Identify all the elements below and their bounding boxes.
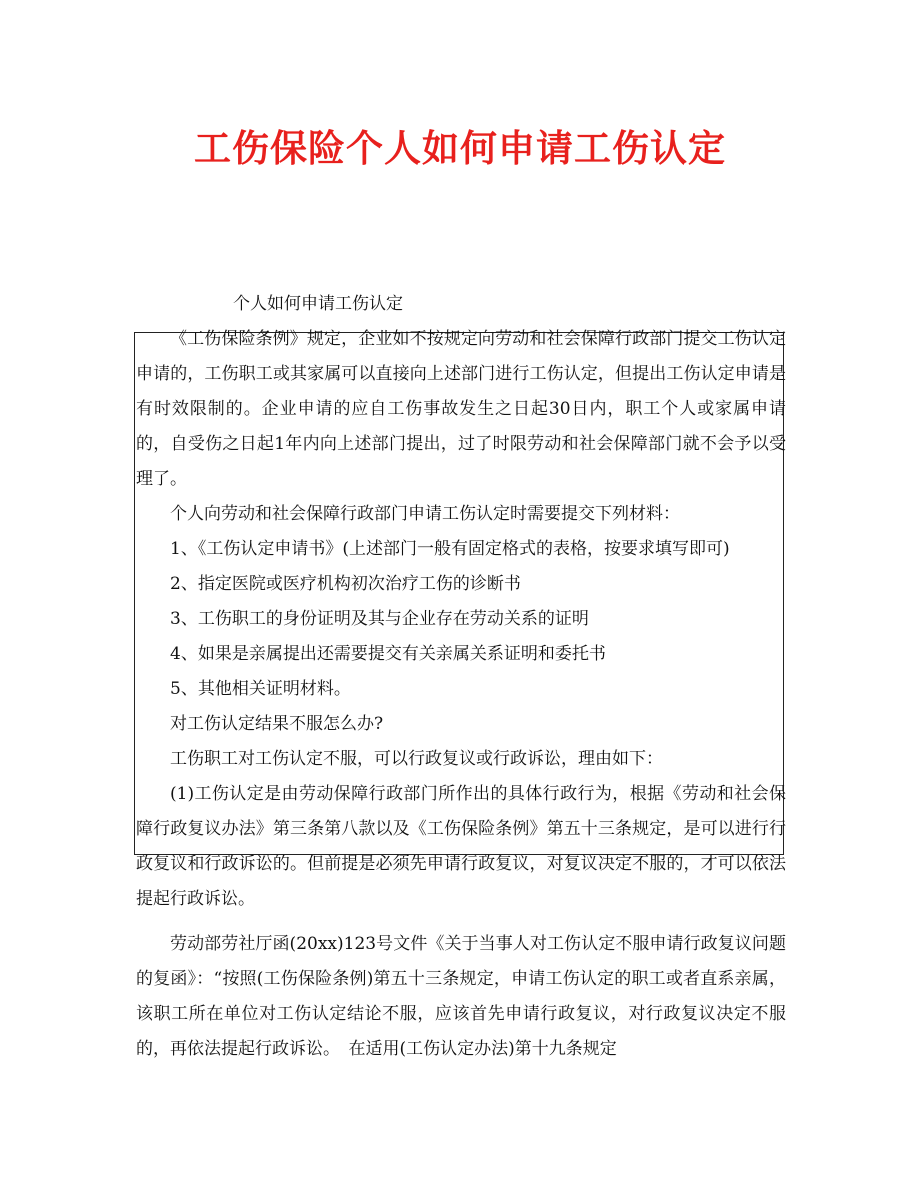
paragraph-ministry-letter: 劳动部劳社厅函(20xx)123号文件《关于当事人对工伤认定不服申请行政复议问题的复函》：“按照(工伤保险条例)第五十三条规定，申请工伤认定的职工或者直系亲属，该职工所在单位对工伤认定结论不服，应该首先申请行政复议，对行政复议决定不服的，再依法提起行政诉讼。 在适用(工伤认定办法)第十九条规定 [136,934,786,1059]
paragraph-appeal-options: 工伤职工对工伤认定不服，可以行政复议或行政诉讼，理由如下： [170,749,663,769]
paragraph-materials-intro: 个人向劳动和社会保障行政部门申请工伤认定时需要提交下列材料： [170,504,680,524]
list-item-other-proof: 5、其他相关证明材料。 [170,679,351,699]
list-item-relative-proof: 4、如果是亲属提出还需要提交有关亲属关系证明和委托书 [170,644,606,664]
document-body [136,322,786,1067]
question-heading: 对工伤认定结果不服怎么办? [170,714,384,734]
document-subtitle: 个人如何申请工伤认定 [233,294,403,314]
document-title: 工伤保险个人如何申请工伤认定 [194,127,726,170]
paragraph-time-limit: 《工伤保险条例》规定，企业如不按规定向劳动和社会保障行政部门提交工伤认定申请的，工伤职工或其家属可以直接向上述部门进行工伤认定，但提出工伤认定申请是有时效限制的。企业申请的应自工伤事故发生之日起30日内，职工个人或家属申请的，自受伤之日起1年内向上述部门提出，过了时限劳动和社会保障部门就不会予以受理了。 [136,329,786,489]
paragraph-reason-1: (1)工伤认定是由劳动保障行政部门所作出的具体行政行为，根据《劳动和社会保障行政复议办法》第三条第八款以及《工伤保险条例》第五十三条规定，是可以进行行政复议和行政诉讼的。但前提是必须先申请行政复议，对复议决定不服的，才可以依法提起行政诉讼。 [136,784,786,909]
list-item-identity-proof: 3、工伤职工的身份证明及其与企业存在劳动关系的证明 [170,609,589,629]
list-item-diagnosis: 2、指定医院或医疗机构初次治疗工伤的诊断书 [170,574,521,594]
list-item-application-form: 1、《工伤认定申请书》(上述部门一般有固定格式的表格，按要求填写即可) [170,539,730,559]
